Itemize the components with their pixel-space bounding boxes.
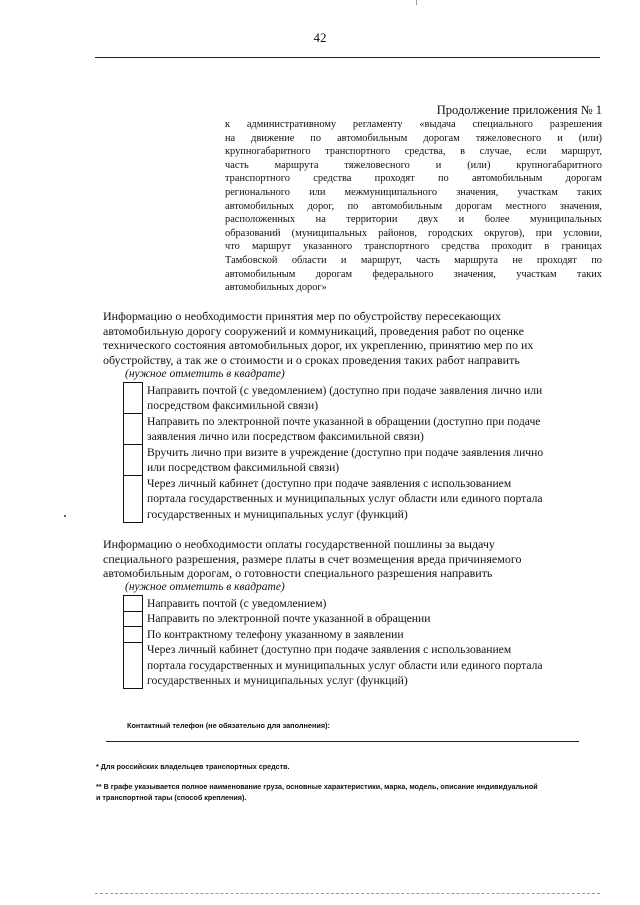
contact-phone-line [106,741,579,742]
section1-options [123,382,593,523]
option-label-line: заявления лично или посредством факсимильной связи) [147,430,424,443]
section1-intro [103,309,578,367]
text-line: автомобильных дорог, по автомобильным дорогам местного значения, [225,200,602,212]
option-label-line: Вручить лично при визите в учреждение (доступно при подаче заявления лично [147,445,544,459]
option-label [143,445,593,476]
option-row [124,642,593,689]
text-line: на движение по автомобильным дорогам тяжеловесного и (или) [225,132,602,144]
text-line: автомобильную дорогу сооружений и коммуникаций, проведения работ по оценке [103,323,524,338]
option-checkbox[interactable] [124,596,143,612]
text-line: автомобильным дорогам федерального значения, участкам таких [225,268,602,280]
option-label-line: портала государственных и муниципальных услуг области или единого портала [147,658,543,672]
text-line: специального разрешения, размере платы в счет возмещения вреда причиняемого [103,551,522,566]
option-label [143,596,593,612]
option-label [143,627,593,643]
option-checkbox[interactable] [124,642,143,689]
option-label-line: Направить почтой (с уведомлением) [147,596,327,610]
appendix-title: Продолжение приложения № 1 [436,103,602,117]
option-checkbox[interactable] [124,627,143,643]
option-row [124,627,593,643]
option-label [143,476,593,523]
text-line: Информацию о необходимости принятия мер по обустройству пересекающих [103,309,502,323]
text-line: крупногабаритного транспортного средства, в случае, если маршрут, [225,146,602,158]
option-row [124,445,593,476]
text-line: часть маршрута тяжеловесного и (или) крупногабаритного [225,159,602,171]
option-row [124,414,593,445]
option-row [124,611,593,627]
appendix-reference [225,118,602,295]
option-label-line: Направить по электронной почте указанной в обращении (доступно при подаче [147,414,541,428]
text-line: транспортного средства проходят по автомобильным дорогам [225,173,602,185]
page-number: 42 [313,30,327,45]
section2-intro [103,537,578,581]
option-label-line: Направить по электронной почте указанной в обращении [147,612,431,625]
section1-note: (нужное отметить в квадрате) [125,368,285,380]
option-row [124,383,593,414]
text-line: технического состояния автомобильных дорог, их укреплению, принятию мер по их [103,338,534,352]
text-line: расположенных на территории двух и более муниципальных [225,214,602,226]
option-label-line: портала государственных и муниципальных услуг области или единого портала [147,492,543,505]
footnote-line: и транспортной тары (способ крепления). [96,792,247,802]
scan-dot [64,515,66,517]
text-line: Тамбовской области и маршрут, часть маршрута не проходят по [225,254,602,266]
footnote [96,782,616,803]
option-label-line: Через личный кабинет (доступно при подаче заявления с использованием [147,476,512,490]
option-label-line: или посредством факсимильной связи) [147,461,340,474]
text-line: обустройству, а так же о стоимости и о сроках проведения таких работ направить [103,352,520,367]
option-label [143,383,593,414]
option-label-line: государственных и муниципальных услуг (функций) [147,674,408,687]
footnote [96,762,616,773]
text-line: Информацию о необходимости оплаты государственной пошлины за выдачу [103,537,495,551]
option-label-line: Через личный кабинет (доступно при подаче заявления с использованием [147,643,512,656]
option-label [143,642,593,689]
option-checkbox[interactable] [124,476,143,523]
footnote-line: * Для российских владельцев транспортных средств. [96,762,290,771]
header-rule [95,57,600,58]
contact-phone-label: Контактный телефон (не обязательно для заполнения): [127,721,330,730]
section2-note: (нужное отметить в квадрате) [125,581,285,593]
option-label-line: По контрактному телефону указанному в заявлении [147,627,404,641]
option-checkbox[interactable] [124,383,143,414]
option-row [124,476,593,523]
text-line: регионального или межмуниципального значения, участкам таких [225,186,602,198]
option-label [143,414,593,445]
option-checkbox[interactable] [124,414,143,445]
text-line: что маршрут указанного транспортного средства проходит в границах [225,241,602,253]
scan-bottom-edge [95,893,600,894]
text-line: автомобильным дорогам, о готовности специального разрешения направить [103,566,493,580]
option-label [143,611,593,627]
scan-mark [416,0,417,5]
option-checkbox[interactable] [124,611,143,627]
option-label-line: посредством факсимильной связи) [147,399,319,412]
option-row [124,596,593,612]
option-label-line: Направить почтой (с уведомлением) (доступно при подаче заявления лично или [147,383,543,397]
option-label-line: государственных и муниципальных услуг (функций) [147,507,408,521]
section2-options [123,595,593,689]
text-line: к административному регламенту «выдача специального разрешения [225,119,602,130]
option-checkbox[interactable] [124,445,143,476]
footnote-line: ** В графе указывается полное наименование груза, основные характеристики, марка, модель, описание индивидуальной [96,782,538,791]
text-line: автомобильных дорог» [225,282,327,294]
text-line: образований (муниципальных районов, городских округов), при условии, [225,227,602,239]
